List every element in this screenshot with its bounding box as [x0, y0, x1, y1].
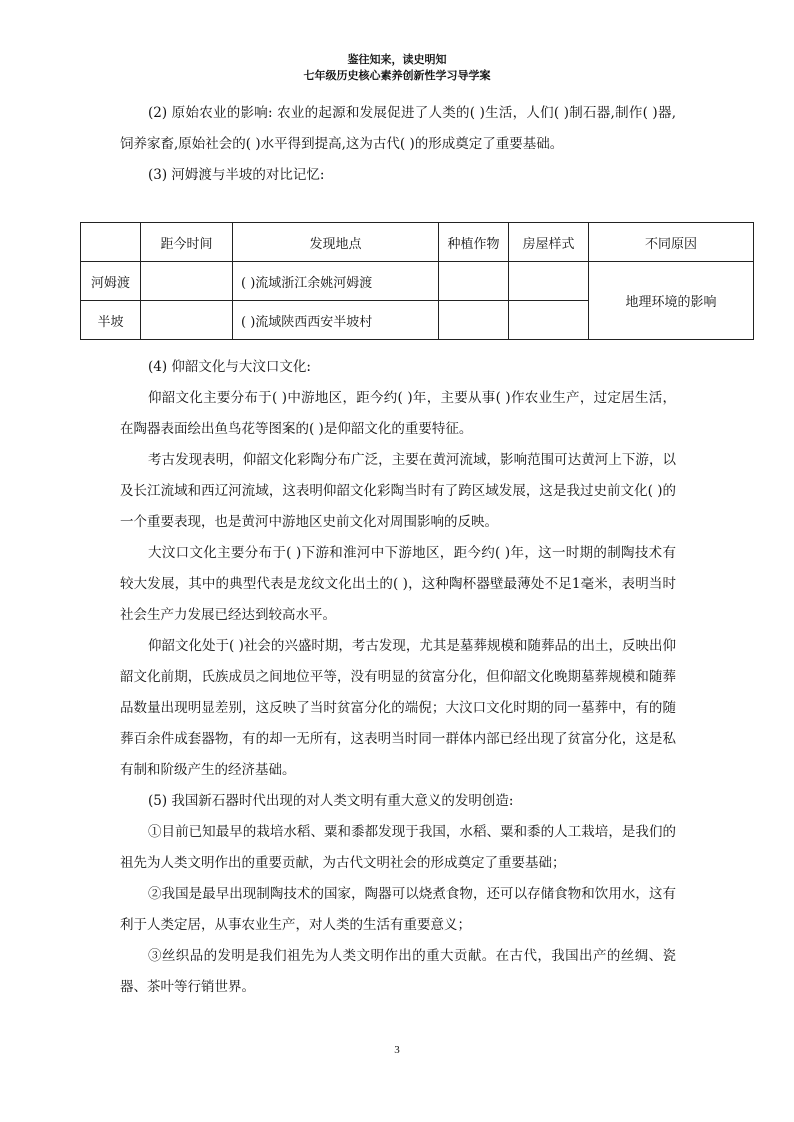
section-5-title: (5) 我国新石器时代出现的对人类文明有重大意义的发明创造:	[148, 793, 514, 809]
header-line-1: 鉴往知来，读史明知	[347, 53, 447, 66]
section-4-para-1: 仰韶文化主要分布于( )中游地区，距今约( )年，主要从事( )作农业生产，过定居生活，在陶器表面绘出鱼鸟花等图案的( )是仰韶文化的重要特征。	[120, 390, 676, 437]
row-place: ( )流域陕西西安半坡村	[233, 301, 439, 340]
section-2-text: (2) 原始农业的影响: 农业的起源和发展促进了人类的( )生活，人们( )制石器,制作( )器,饲养家畜,原始社会的( )水平得到提高,这为古代( )的形成奠定了重要基础。	[120, 105, 676, 152]
header-cell-crop: 种植作物	[439, 223, 509, 262]
header-cell-house: 房屋样式	[509, 223, 589, 262]
header-cell-reason: 不同原因	[589, 223, 754, 262]
section-5-item-1: ①目前已知最早的栽培水稻、粟和黍都发现于我国，水稻、粟和黍的人工栽培，是我们的祖先为人类文明作出的重要贡献，为古代文明社会的形成奠定了重要基础；	[120, 824, 676, 871]
row-time	[141, 301, 233, 340]
section-4-para-2: 考古发现表明，仰韶文化彩陶分布广泛，主要在黄河流域，影响范围可达黄河上下游，以及长江流域和西辽河流域，这表明仰韶文化彩陶当时有了跨区域发展，这是我过史前文化( )的一个重要表现，也是黄河中游地区史前文化对周围影响的反映。	[120, 452, 676, 530]
row-crop	[439, 301, 509, 340]
row-crop	[439, 262, 509, 301]
section-5-item-3: ③丝织品的发明是我们祖先为人类文明作出的重大贡献。在古代，我国出产的丝绸、瓷器、茶叶等行销世界。	[120, 948, 676, 995]
section-4-para-4: 仰韶文化处于( )社会的兴盛时期，考古发现，尤其是墓葬规模和随葬品的出土，反映出仰韶文化前期，氏族成员之间地位平等，没有明显的贫富分化，但仰韶文化晚期墓葬规模和随葬品数量出现明显差别，这反映了当时贫富分化的端倪；大汶口文化时期的同一墓葬中，有的随葬百余件成套器物，有的却一无所有，这表明当时同一群体内部已经出现了贫富分化，这是私有制和阶级产生的经济基础。	[120, 638, 676, 778]
page-number: 3	[394, 1044, 400, 1056]
row-name: 半坡	[81, 301, 141, 340]
lower-sections	[120, 352, 676, 1003]
row-name: 河姆渡	[81, 262, 141, 301]
header-line-2: 七年级历史核心素养创新性学习导学案	[303, 69, 491, 82]
header-cell-place: 发现地点	[233, 223, 439, 262]
section-3-title: (3) 河姆渡与半坡的对比记忆:	[148, 167, 325, 183]
section-4-title: (4) 仰韶文化与大汶口文化:	[148, 359, 311, 375]
row-house	[509, 301, 589, 340]
row-time	[141, 262, 233, 301]
section-4-para-3: 大汶口文化主要分布于( )下游和淮河中下游地区，距今约( )年，这一时期的制陶技术有较大发展，其中的典型代表是龙纹文化出土的( )，这种陶杯器壁最薄处不足1毫米，表明当时社会生产力发展已经达到较高水平。	[120, 545, 676, 623]
section-5-item-2: ②我国是最早出现制陶技术的国家，陶器可以烧煮食物，还可以存储食物和饮用水，这有利于人类定居，从事农业生产，对人类的生活有重要意义；	[120, 886, 676, 933]
table-header-row	[81, 223, 754, 262]
page-header	[0, 52, 794, 84]
row-place: ( )流域浙江余姚河姆渡	[233, 262, 439, 301]
header-cell-empty	[81, 223, 141, 262]
row-house	[509, 262, 589, 301]
section-2	[120, 98, 676, 191]
reason-cell: 地理环境的影响	[589, 262, 754, 340]
comparison-table	[80, 222, 754, 340]
table-row-hemudu	[81, 262, 754, 301]
header-cell-time: 距今时间	[141, 223, 233, 262]
